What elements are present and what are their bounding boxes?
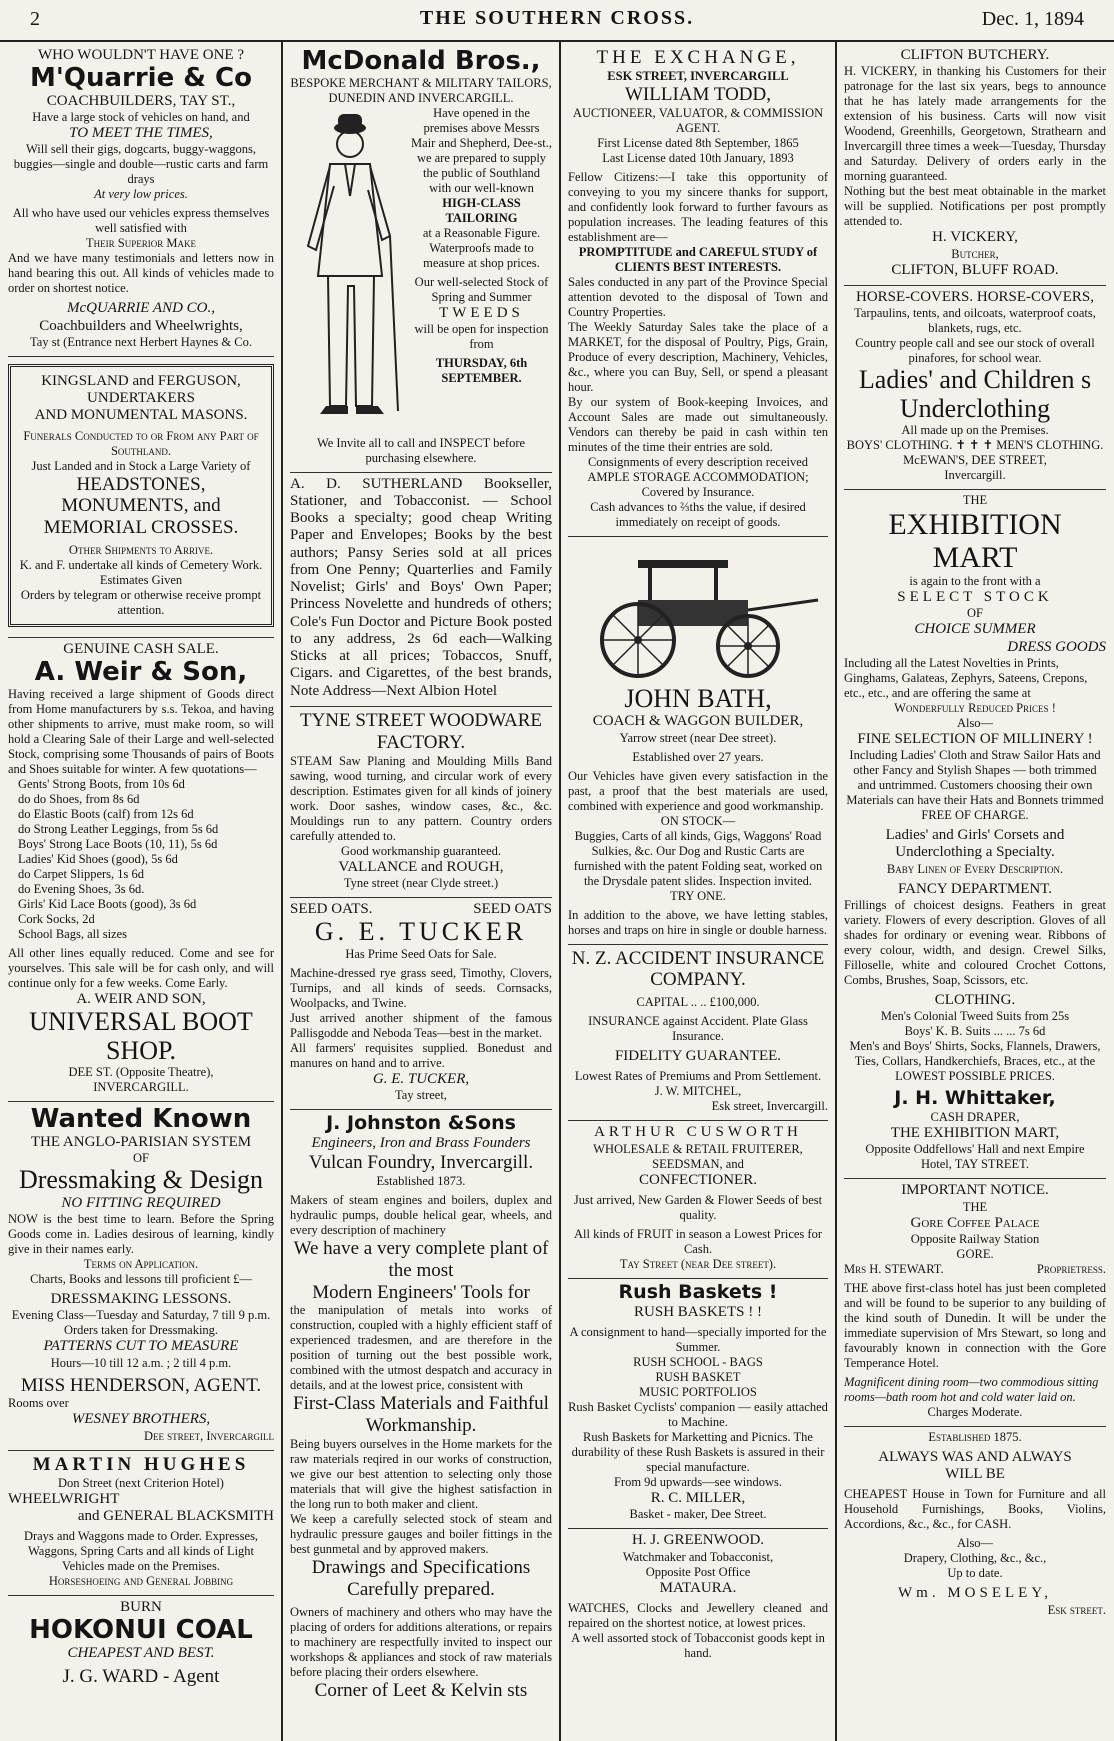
address: Dee street, Invercargill [143,1428,274,1443]
text: Mrs H. STEWART. [844,1261,944,1276]
text: Including all the Latest Novelties in Prints, Ginghams, Galateas, Zephyrs, Sateens, Crepons, etc., etc., and are offering the same at [844,655,1088,700]
text: Engineers, Iron and Brass Founders [311,1134,531,1151]
text: All other lines equally reduced. Come and see for yourselves. This sale will be for cash only, and will continue only for a few weeks. Come Early. [8,945,274,990]
newspaper-title: THE SOUTHERN CROSS. [419,7,695,29]
text: SEED OATS [473,900,552,917]
text: NOW is the best time to learn. Before the Spring Goods come in. Ladies desirous of learning, kindly give in their names early. [8,1212,274,1257]
address: Tay Street (near Dee street). [619,1256,777,1271]
ad-kingsland [8,357,274,638]
text: AUCTIONEER, VALUATOR, & COMMISSION AGENT. [572,105,824,135]
text: WATCHES, Clocks and Jewellery cleaned and repaired on the shortest notice, at lowest prices. [568,1600,828,1630]
headline: Ladies' and Children s Underclothing [858,365,1092,423]
text: The Weekly Saturday Sales take the place of a MARKET, for the disposal of Poultry, Pigs, Grain, Produce of every description, Machinery, Vehicles, &c., where you can Buy, Sell, or spend a pleasant hour. [568,319,828,394]
text: From 9d upwards—see windows. [613,1475,783,1490]
address: Esk street, Invercargill. [711,1099,828,1114]
text: OF [967,606,983,621]
shop-name: UNIVERSAL BOOT SHOP. [29,1007,253,1065]
text: Established over 27 years. [632,749,764,764]
signature: VALLANCE and ROUGH, [338,858,504,875]
text: PATTERNS CUT TO MEASURE [43,1338,239,1355]
ad-gore-coffee-palace [844,1179,1106,1427]
text: HIGH-CLASS TAILORING [442,195,521,225]
text: Lowest Rates of Premiums and Prom Settlement. [574,1069,822,1084]
text: SEPTEMBER. [441,370,522,385]
text: Horseshoeing and General Jobbing [48,1574,234,1589]
address: DUNEDIN AND INVERCARGILL. [328,90,514,105]
text: Rush Basket Cyclists' companion — easily attached to Machine. [568,1400,828,1430]
ad-johnston [290,1110,552,1708]
ad-cusworth [568,1121,828,1279]
address: DEE ST. (Opposite Theatre), [68,1065,214,1080]
text: Opposite Post Office [645,1564,751,1579]
ad-exhibition-mart [844,490,1106,1179]
headline: THE EXCHANGE, [596,47,800,68]
address: Tay st (Entrance next Herbert Haynes & Co. [30,334,252,349]
subheading: ESK STREET, INVERCARGILL [607,68,789,83]
text: Sales conducted in any part of the Province Special attention devoted to the disposal of Town and Country Properties. [568,274,828,319]
advertiser-name: JOHN BATH, [624,683,772,713]
headline: Wanted Known [30,1104,252,1135]
list-item: Ladies' Kid Shoes (good), 5s 6d [18,851,178,866]
text: Also— [956,715,994,730]
text: at a Reasonable Figure. [422,225,541,240]
list-item: RUSH SCHOOL - BAGS [633,1355,763,1370]
text: H. VICKERY, in thanking his Customers for their patronage for the last six years, begs to announce that he has lately made arrangements for the extension of his business. Carts will now visit Woodend, Greenhills, Georgetown, Strathearn and Invercargill three times a week—Tuesday, Thursday and Saturday. Delivery of orders early in the morning guaranteed. [844,64,1106,184]
headline: Rush Baskets ! [618,1280,778,1303]
text: Drawings and Specifications Carefully prepared. [311,1557,531,1600]
address: Tyne street (near Clyde street.) [343,875,499,890]
ad-mquarrie [8,44,274,357]
ad-martin-hughes [8,1451,274,1596]
text: Covered by Insurance. [641,484,755,499]
text: K. and F. undertake all kinds of Cemetery Work. Estimates Given [19,558,263,588]
text: Baby Linen of Every Description. [886,861,1064,876]
text: SELECT STOCK [897,589,1053,606]
text: Just Landed and in Stock a Large Variety of [31,458,251,473]
text: Terms on Application. [83,1257,199,1272]
kicker: GENUINE CASH SALE. [63,641,219,658]
text: Drays and Waggons made to Order. Expresses, Waggons, Spring Carts and all kinds of Light Vehicles made on the Premises. [23,1529,259,1574]
tailor-text [411,106,552,436]
advertiser-name: WILLIAM TODD, [625,83,771,105]
text: CASH DRAPER, [930,1110,1020,1125]
advertiser-name: H. J. GREENWOOD. [631,1532,765,1549]
ad-mcdonald [290,44,552,473]
list-item: Boys' Strong Lace Boots (10, 11), 5s 6d [18,836,218,851]
text: CONFECTIONER. [639,1171,757,1188]
text: HEADSTONES, [76,473,206,495]
column-2 [282,40,560,1741]
text: Tarpaulins, tents, and oilcoats, waterproof coats, blankets, rugs, etc. [854,306,1096,335]
text: Just arrived, New Garden & Flower Seeds of best quality. [573,1192,823,1222]
signature: J. G. WARD - Agent [62,1666,220,1688]
subheading: BESPOKE MERCHANT & MILITARY TAILORS, [290,75,552,90]
address: CLIFTON, BLUFF ROAD. [891,261,1059,278]
header-row [290,901,552,918]
text: WHEELWRIGHT [8,1490,120,1507]
text: Also— [956,1536,994,1551]
text: Being buyers ourselves in the Home markets for the raw materials reqired in our works of construction, we give our best attention to selecting only those materials that will give the highest satisfaction in the long run to both maker and client. [290,1437,552,1512]
text: First License dated 8th September, 1865 [597,135,799,150]
text: By our system of Book-keeping Invoices, and Account Sales are made out simultaneously. Vendors can thereby be paid in cash within ten minutes of the time their entries are sold. [568,394,828,454]
text: Men's and Boys' Shirts, Socks, Flannels, Drawers, Ties, Collars, Handkerchiefs, Braces, etc., at the [849,1039,1101,1069]
list-item: do Carpet Slippers, 1s 6d [18,866,145,881]
text: OF [133,1151,149,1166]
list-item: do do Shoes, from 8s 6d [18,791,140,806]
text: DRESSMAKING LESSONS. [50,1291,232,1308]
subheading: RUSH BASKETS ! ! [634,1303,762,1320]
text: TWEEDS [439,304,524,321]
text: Just arrived another shipment of the famous Pallisgodde and Neboda Teas—best in the market. [290,1010,552,1040]
ad-rush-baskets [568,1279,828,1529]
proprietor-row [844,1262,1106,1277]
text: Makers of steam engines and boilers, duplex and hydraulic pumps, double helical gear, wheels, and every description of machinery [290,1192,552,1237]
advertiser-name: M'Quarrie & Co [30,63,252,94]
text: Drapery, Clothing, &c., &c., [903,1551,1047,1566]
text: Owners of machinery and others who may have the placing of orders for additions alterations, or repairs to machinery are respectfully invited to inspect our workshops & appliances and stock of raw materials before placing their orders elsewhere. [290,1604,552,1679]
text: WHOLESALE & RETAIL FRUITERER, SEEDSMAN, and [593,1141,803,1171]
text: MISS HENDERSON, AGENT. [20,1374,262,1396]
text: Have opened in the premises above Messrs Mair and Shepherd, Dee-st., we are prepared to supply the public of Southland with our well-known [411,105,552,195]
list-item: do Elastic Boots (calf) from 12s 6d [18,806,194,821]
address: INVERCARGILL. [93,1080,189,1095]
text: FINE SELECTION OF MILLINERY ! [857,730,1093,747]
text: In addition to the above, we have letting stables, horses and traps on hire in single or double harness. [568,907,828,937]
masthead [0,0,1114,42]
column-3 [560,40,836,1741]
signature: J. W. MITCHEL, [654,1084,742,1099]
text: FIDELITY GUARANTEE. [614,1048,782,1065]
text: BOYS' CLOTHING. ✝ ✝ ✝ MEN'S CLOTHING. [846,438,1104,453]
advertiser-name: EXHIBITION MART [888,508,1062,575]
subheading: COACH & WAGGON BUILDER, [592,713,804,730]
ad-clifton-butchery [844,44,1106,286]
text: We Invite all to call and INSPECT before purchasing elsewhere. [316,435,526,465]
text: Charges Moderate. [927,1404,1023,1419]
text: Don Street (next Criterion Hotel) [58,1475,224,1490]
text: All who have used our vehicles express themselves well satisfied with [12,206,270,236]
text: the manipulation of metals into works of construction, coupled with a highly efficient staff of experienced tradesmen, and are therefore in the position of turning out the best possible work, combined with the utmost despatch and accuracy in details, and at the lowest price, consistent with [290,1303,552,1393]
text: Last License dated 10th January, 1893 [602,150,794,165]
address: Basket - maker, Dee Street. [629,1507,767,1522]
text: CAPITAL .. .. £100,000. [636,995,760,1010]
text: Waterproofs made to measure at shop prices. [423,240,540,270]
column-1 [0,40,282,1741]
text: and GENERAL BLACKSMITH [77,1507,274,1524]
text: First-Class Materials and Faithful Workmanship. [293,1393,549,1437]
page-number: 2 [30,8,40,30]
address: Esk street. [1047,1602,1106,1617]
issue-date: Dec. 1, 1894 [981,8,1084,30]
text: Including Ladies' Cloth and Straw Sailor Hats and other Fancy and Stylish Shapes — both trimmed and untrimmed. Customers choosing their own Materials can have their Hats and Bonnets trimmed [846,748,1104,808]
text: CHOICE SUMMER [914,621,1036,638]
text: CHEAPEST AND BEST. [67,1644,215,1661]
list-item: MUSIC PORTFOLIOS [639,1385,757,1400]
ad-exchange [568,44,828,537]
bordered-box [8,364,274,627]
text: LOWEST POSSIBLE PRICES. [895,1069,1055,1084]
text: Having received a large shipment of Goods direct from Home manufacturers by s.s. Tekoa, and having other shipments to arrive, must make room, so will hold a Clearing Sale of their Large and well-selected Stock, comprising some Thousands of pairs of Boots and Shoes suitable for winter. A few quotations— [8,686,274,776]
text: Established 1875. [928,1429,1022,1444]
signature: Wm. MOSELEY, [898,1585,1052,1602]
text: A. D. SUTHERLAND Bookseller, Stationer, and Tobacconist. — School Books a specialty; good cheap Writing Paper and Envelopes; Books by the best authors; Pansy Series sold at all prices from One Penny; Quarterlies and Family Novelist; Girls' and Boys' Own Paper; Princess Novelette and hundreds of others; Cole's Fun Doctor and Picture Book posted to any address, 2s 6d each—Walking Sticks at all prices; Tobaccos, Snuff, Cigars. and Cigarettes, of the best brands, Note Address—Next Albion Hotel [290,475,552,699]
text: THE above first-class hotel has just been completed and will be found to be superior to any building of the kind south of Dunedin. It will be under the immediate supervision of Mrs Stewart, so long and favourably known in connection with the Gore Temperance Hotel. [844,1280,1106,1370]
advertiser-name: N. Z. ACCIDENT INSURANCE COMPANY. [571,947,825,991]
text: Boys' K. B. Suits ... ... 7s 6d [904,1024,1046,1039]
text: is again to the front with a [909,574,1041,589]
headline: Dressmaking & Design [18,1165,264,1195]
text: DRESS GOODS [1007,638,1106,655]
headline: ALWAYS WAS AND ALWAYS [878,1448,1072,1465]
column-4 [836,40,1114,1741]
text: Buggies, Carts of all kinds, Gigs, Waggons' Road Sulkies, &c. Our Dog and Rustic Carts are furnished with the patent Folding seat, worked on the Drysdale patent slides. Inspection invited. [573,828,823,888]
ad-weir [8,638,274,1102]
list-item: do Evening Shoes, 3s 6d. [18,881,145,896]
ad-greenwood [568,1529,828,1667]
text: Evening Class—Tuesday and Saturday, 7 till 9 p.m. [11,1308,271,1323]
text: We keep a carefully selected stock of steam and hydraulic pressure gauges and boiler fittings in the best gunmetal and by approved makers. [290,1512,552,1557]
text: THE [962,493,988,508]
text: All farmers' requisites supplied. Bonedust and manures on hand and to arrive. [290,1040,552,1070]
text: Men's Colonial Tweed Suits from 25s [880,1009,1070,1024]
text: A well assorted stock of Tobacconist goods kept in hand. [571,1630,825,1660]
ad-tucker [290,898,552,1110]
advertiser-name: A. Weir & Son, [34,657,248,688]
text: Have a large stock of vehicles on hand, and [32,110,250,125]
advertiser-name: G. E. TUCKER [314,917,528,947]
text: PROMPTITUDE and CAREFUL STUDY of CLIENTS BEST INTERESTS. [578,244,818,274]
list-item: do Strong Leather Leggings, from 5s 6d [18,821,219,836]
text: Consignments of every description received AMPLE STORAGE ACCOMMODATION; [587,454,809,484]
text: Hours—10 till 12 a.m. ; 2 till 4 p.m. [50,1355,232,1370]
text: FREE OF CHARGE. [921,808,1029,823]
advertiser-name: J. H. Whittaker, [894,1087,1056,1110]
headline: HORSE-COVERS. HORSE-COVERS, [856,288,1094,305]
text: Rush Baskets for Marketting and Picnics. The durability of these Rush Baskets is assured in their special manufacture. [571,1430,825,1475]
text: MATAURA. [659,1579,737,1596]
text: Will sell their gigs, dogcarts, buggy-waggons, buggies—single and double—rustic carts and farm drays [13,142,269,187]
text: Orders by telegram or otherwise receive prompt attention. [20,588,262,618]
advertiser-name: KINGSLAND and FERGUSON, [41,372,241,389]
text: TRY ONE. [670,888,726,903]
signature: McQUARRIE AND CO., [66,300,216,317]
carriage-illustration [568,540,826,680]
address: Opposite Oddfellows' Hall and next Empire [865,1142,1085,1157]
ad-moseley [844,1427,1106,1624]
text: Our Vehicles have given every satisfaction in the past, a proof that the best materials are used, combined with experience and good workmanship. [568,768,828,813]
text: WESNEY BROTHERS, [71,1411,211,1428]
text: Vulcan Foundry, Invercargill. [308,1151,534,1173]
list-item: Gents' Strong Boots, from 10s 6d [18,776,185,791]
text: And we have many testimonials and letters now in hand bearing this out. All kinds of vehicles made to order on shortest notice. [8,251,274,296]
text: THE EXHIBITION MART, [890,1125,1060,1142]
text: Our well-selected Stock of Spring and Summer [414,274,549,304]
text: Watchmaker and Tobacconist, [622,1549,774,1564]
text: THE ANGLO-PARISIAN SYSTEM [30,1134,252,1150]
text: Orders taken for Dressmaking. [63,1323,219,1338]
ad-sutherland [290,473,552,707]
address: Hotel, TAY STREET. [920,1157,1030,1172]
text: At very low prices. [94,187,188,202]
list-item: RUSH BASKET [655,1370,741,1385]
text: FANCY DEPARTMENT. [897,880,1053,897]
headline: HOKONUI COAL [29,1615,253,1646]
headline: IMPORTANT NOTICE. [901,1182,1049,1199]
list-item: Girls' Kid Lace Boots (good), 3s 6d [18,896,197,911]
signature: G. E. TUCKER, [372,1070,470,1087]
advertiser-name: J. Johnston &Sons [326,1111,516,1134]
advertiser-name: MARTIN HUGHES [32,1453,250,1475]
text: INSURANCE against Accident. Plate Glass Insurance. [588,1014,808,1044]
text: Opposite Railway Station [910,1231,1040,1246]
text: Nothing but the best meat obtainable in the market will be supplied. Notifications per post promptly attended to. [844,184,1106,229]
text: STEAM Saw Planing and Moulding Mills Band sawing, wood turning, and circular work of every description. Estimates given for all kinds of joinery work. Door sashes, window cases, &c., &c. Mouldings run to any pattern. Country orders carefully attended to. [290,753,552,843]
text: Modern Engineers' Tools for [312,1281,530,1303]
text: UNDERTAKERS [87,390,195,407]
text: Fellow Citizens:—I take this opportunity of conveying to you my sincere thanks for support, and confidently look forward to further favours as population increases. The leading features of this establishment are— [568,169,828,244]
kicker: WHO WOULDN'T HAVE ONE ? [37,47,244,63]
text: Up to date. [947,1566,1003,1581]
signature: A. WEIR AND SON, [76,990,206,1007]
text: McEWAN'S, DEE STREET, [903,453,1047,468]
text: Machine-dressed rye grass seed, Timothy, Clovers, Turnips, and all kinds of seeds. Cornsacks, Woolpacks, and Twine. [290,965,552,1010]
text: Magnificent dining room—two commodious sitting rooms—bath room hot and cold water laid on. [844,1374,1099,1404]
ad-nz-accident [568,945,828,1122]
headline: TYNE STREET WOODWARE FACTORY. [299,709,543,753]
text: TO MEET THE TIMES, [69,125,213,142]
ad-wanted-known [8,1102,274,1450]
text: Has Prime Seed Oats for Sale. [345,946,497,961]
text: will be open for inspection from [414,321,549,351]
advertiser-name: ARTHUR CUSWORTH [594,1124,802,1141]
text: MONUMENTS, and MEMORIAL CROSSES. [43,495,239,539]
text: Good workmanship guaranteed. [340,843,502,858]
gentleman-illustration [290,106,405,436]
address: Invercargill. [944,468,1006,483]
text: CHEAPEST House in Town for Furniture and all Household Furnishings, Books, Violins, Accordions, &c., &c., for CASH. [844,1487,1106,1532]
headline: CLIFTON BUTCHERY. [900,47,1050,63]
address: Yarrow street (near Dee street). [619,730,777,745]
text: AND MONUMENTAL MASONS. [34,407,248,424]
advertiser-name: McDonald Bros., [301,46,541,76]
text: CLOTHING. [934,991,1016,1008]
text: Wonderfully Reduced Prices ! [894,700,1056,715]
ad-tyne-street [290,707,552,898]
signature: R. C. MILLER, [650,1490,746,1507]
text: Rooms over [8,1396,69,1411]
ad-hokonui-coal [8,1596,274,1694]
list-item: School Bags, all sizes [18,926,128,941]
text: THE [962,1199,988,1214]
text: We have a very complete plant of the most [293,1237,549,1281]
text: BURN [120,1599,162,1616]
address: Corner of Leet & Kelvin sts [314,1679,528,1701]
text: THURSDAY, 6th [435,355,528,370]
text: Their Superior Make [86,236,196,251]
subheading: COACHBUILDERS, TAY ST., [46,92,236,109]
text: Butcher, [951,246,999,261]
list-item: Cork Socks, 2d [18,911,95,926]
text: Ladies' and Girls' Corsets and Underclothing a Specialty. [885,827,1065,861]
text: All kinds of FRUIT in season a Lowest Prices for Cash. [573,1226,822,1256]
text: Frillings of choicest designs. Feathers in great variety. Flowers of every description. Gloves of all shades for ordinary or evening wear. Ribbons of every colour, width, and design. Crewel Silks, Filloselle, white and coloured Crochet Cottons, Combs, Brushes, Soap, Scissors, etc. [844,897,1106,987]
text: Charts, Books and lessons till proficient £— [30,1272,252,1287]
price-list [8,777,274,942]
advertiser-name: Gore Coffee Palace [910,1214,1040,1231]
text: ON STOCK— [660,813,736,828]
text: NO FITTING REQUIRED [61,1194,221,1211]
ad-john-bath [568,537,828,945]
headline: WILL BE [945,1466,1005,1483]
text: Proprietress. [1036,1261,1106,1276]
text: Cash advances to ⅔ths the value, if desired immediately on receipt of goods. [590,499,806,529]
text: Country people call and see our stock of overall pinafores, for school wear. [855,336,1095,365]
tailor-figure-block [290,106,552,436]
text: Other Shipments to Arrive. [68,543,214,558]
text: Funerals Conducted to or From any Part of Southland. [23,428,259,458]
text: All made up on the Premises. [901,423,1049,438]
text: GORE. [956,1246,994,1261]
text: Established 1873. [376,1173,466,1188]
address: Tay street, [395,1087,447,1102]
signature: H. VICKERY, [932,229,1018,246]
text: SEED OATS. [290,900,373,917]
ad-mcewan [844,286,1106,490]
signature: Coachbuilders and Wheelwrights, [39,317,243,334]
text: A consignment to hand—specially imported for the Summer. [569,1325,827,1355]
